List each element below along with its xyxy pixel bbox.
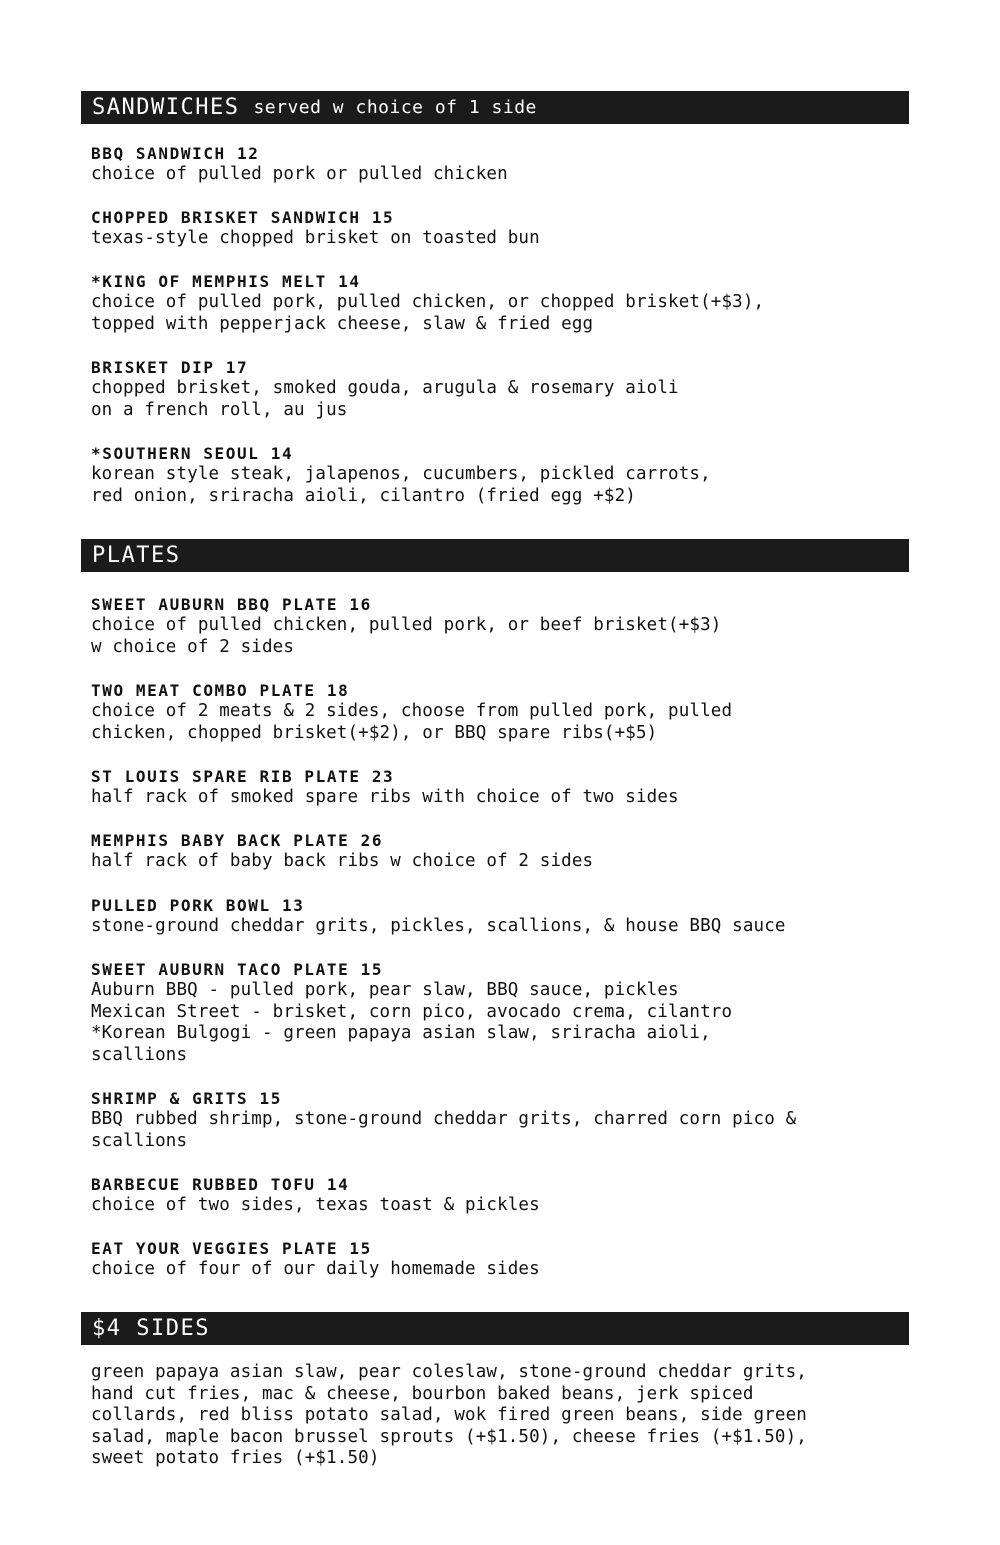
menu-item bbox=[91, 1088, 906, 1152]
item-description: Auburn BBQ - pulled pork, pear slaw, BBQ sauce, pickles bbox=[91, 980, 679, 1000]
item-name: *SOUTHERN SEOUL 14 bbox=[91, 444, 294, 463]
menu-item bbox=[91, 207, 906, 250]
sides-line: collards, red bliss potato salad, wok fired green beans, side green bbox=[91, 1405, 807, 1425]
item-name: TWO MEAT COMBO PLATE 18 bbox=[91, 681, 350, 700]
sides-line: hand cut fries, mac & cheese, bourbon baked beans, jerk spiced bbox=[91, 1383, 754, 1404]
item-name: SWEET AUBURN BBQ PLATE 16 bbox=[91, 595, 372, 614]
section-subtitle: served w choice of 1 side bbox=[253, 97, 537, 118]
item-description: choice of pulled pork or pulled chicken bbox=[91, 164, 508, 184]
item-description: korean style steak, jalapenos, cucumbers, pickled carrots, bbox=[91, 464, 711, 484]
item-description: BBQ rubbed shrimp, stone-ground cheddar grits, charred corn pico & bbox=[91, 1109, 797, 1129]
menu-item bbox=[91, 1174, 906, 1217]
item-description: stone-ground cheddar grits, pickles, scallions, & house BBQ sauce bbox=[91, 916, 786, 936]
item-description: chopped brisket, smoked gouda, arugula & rosemary aioli bbox=[91, 378, 679, 398]
item-name: BBQ SANDWICH 12 bbox=[91, 144, 260, 163]
sides-line: sweet potato fries (+$1.50) bbox=[91, 1448, 380, 1468]
sides-list bbox=[91, 1362, 906, 1470]
item-description: topped with pepperjack cheese, slaw & fried egg bbox=[91, 313, 594, 334]
sides-line: salad, maple bacon brussel sprouts (+$1.50), cheese fries (+$1.50), bbox=[91, 1426, 807, 1447]
menu-item bbox=[91, 959, 906, 1066]
item-name: MEMPHIS BABY BACK PLATE 26 bbox=[91, 831, 384, 850]
item-description: choice of pulled pork, pulled chicken, or chopped brisket(+$3), bbox=[91, 292, 765, 312]
item-name: *KING OF MEMPHIS MELT 14 bbox=[91, 272, 361, 291]
item-description: chicken, chopped brisket(+$2), or BBQ spare ribs(+$5) bbox=[91, 722, 658, 743]
menu-item bbox=[91, 830, 906, 873]
menu-item bbox=[91, 895, 906, 938]
item-name: BARBECUE RUBBED TOFU 14 bbox=[91, 1175, 350, 1194]
item-name: EAT YOUR VEGGIES PLATE 15 bbox=[91, 1239, 372, 1258]
item-description: half rack of baby back ribs w choice of 2 sides bbox=[91, 851, 594, 871]
section-title: PLATES bbox=[92, 543, 181, 568]
item-name: ST LOUIS SPARE RIB PLATE 23 bbox=[91, 767, 395, 786]
item-description: *Korean Bulgogi - green papaya asian slaw, sriracha aioli, bbox=[91, 1023, 711, 1043]
sides-header bbox=[81, 1312, 909, 1345]
item-description: scallions bbox=[91, 1130, 188, 1151]
item-description: choice of pulled chicken, pulled pork, or beef brisket(+$3) bbox=[91, 615, 722, 635]
sandwiches-header bbox=[81, 91, 909, 124]
menu-item bbox=[91, 357, 906, 421]
item-description: half rack of smoked spare ribs with choice of two sides bbox=[91, 787, 679, 807]
menu-item bbox=[91, 1238, 906, 1281]
item-description: choice of two sides, texas toast & pickles bbox=[91, 1195, 540, 1215]
item-name: BRISKET DIP 17 bbox=[91, 358, 249, 377]
menu-item bbox=[91, 443, 906, 507]
section-title: SANDWICHES bbox=[92, 95, 240, 120]
item-name: CHOPPED BRISKET SANDWICH 15 bbox=[91, 208, 395, 227]
menu-item bbox=[91, 594, 906, 658]
item-name: SWEET AUBURN TACO PLATE 15 bbox=[91, 960, 384, 979]
menu-item bbox=[91, 143, 906, 186]
item-description: w choice of 2 sides bbox=[91, 636, 295, 657]
item-description: on a french roll, au jus bbox=[91, 399, 348, 420]
menu-item bbox=[91, 680, 906, 744]
item-description: choice of four of our daily homemade sides bbox=[91, 1259, 540, 1279]
section-title: $4 SIDES bbox=[92, 1316, 210, 1341]
plates-header bbox=[81, 539, 909, 572]
sides-line: green papaya asian slaw, pear coleslaw, stone-ground cheddar grits, bbox=[91, 1362, 807, 1382]
item-description: texas-style chopped brisket on toasted bun bbox=[91, 228, 540, 248]
menu-item bbox=[91, 271, 906, 335]
item-description: scallions bbox=[91, 1044, 188, 1065]
item-description: Mexican Street - brisket, corn pico, avocado crema, cilantro bbox=[91, 1001, 733, 1022]
item-name: SHRIMP & GRITS 15 bbox=[91, 1089, 282, 1108]
item-description: choice of 2 meats & 2 sides, choose from pulled pork, pulled bbox=[91, 701, 733, 721]
item-description: red onion, sriracha aioli, cilantro (fried egg +$2) bbox=[91, 485, 636, 506]
item-name: PULLED PORK BOWL 13 bbox=[91, 896, 305, 915]
menu-item bbox=[91, 766, 906, 809]
